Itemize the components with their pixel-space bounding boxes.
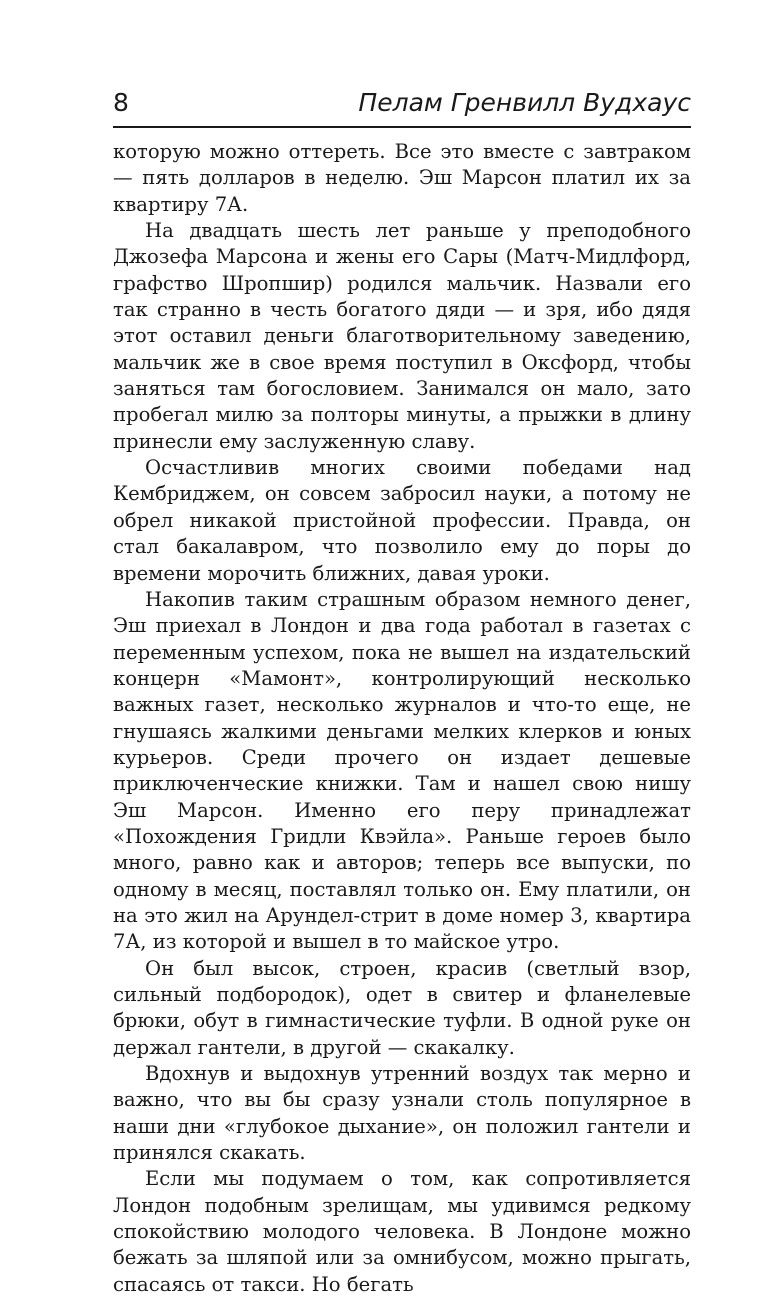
running-title: Пелам Гренвилл Вудхаус [358, 88, 691, 117]
page-number: 8 [113, 88, 129, 117]
paragraph: Вдохнув и выдохнув утренний воздух так мерно и важно, что вы бы сразу узнали столь популярное в наши дни «глубокое дыхание», он положил гантели и принялся скакать. [113, 1062, 691, 1165]
paragraph: На двадцать шесть лет раньше у преподобного Джозефа Марсона и жены его Сары (Матч-Мидлфорд, графство Шропшир) родился мальчик. Назвали его так странно в честь богатого дяди — и зря, ибо дядя этот оставил деньги благотворительному заведению, мальчик же в свое время поступил в Оксфорд, чтобы заняться там богословием. Занимался он мало, зато пробегал милю за полторы минуты, а прыжки в длину принесли ему заслуженную славу. [113, 219, 691, 453]
paragraph: Осчастливив многих своими победами над Кембриджем, он совсем забросил науки, а потому не обрел никакой пристойной профессии. Правда, он стал бакалавром, что позволило ему до поры до времени морочить ближних, давая уроки. [113, 456, 691, 585]
paragraph: Если мы подумаем о том, как сопротивляется Лондон подобным зрелищам, мы удивимся редкому спокойствию молодого человека. В Лондоне можно бежать за шляпой или за омнибусом, можно прыгать, спасаясь от такси. Но бегать [113, 1167, 691, 1296]
body-text [113, 139, 691, 1298]
running-header [113, 88, 691, 128]
paragraph: Он был высок, строен, красив (светлый взор, сильный подбородок), одет в свитер и фланелевые брюки, обут в гимнастические туфли. В одной руке он держал гантели, в другой — скакалку. [113, 956, 691, 1059]
paragraph: которую можно оттереть. Все это вместе с завтраком — пять долларов в неделю. Эш Марсон платил их за квартиру 7А. [113, 140, 691, 216]
paragraph: Накопив таким страшным образом немного денег, Эш приехал в Лондон и два года работал в газетах с переменным успехом, пока не вышел на издательский концерн «Мамонт», контролирующий несколько важных газет, несколько журналов и что-то еще, не гнушаясь жалкими деньгами мелких клерков и юных курьеров. Среди прочего он издает дешевые приключенческие книжки. Там и нашел свою нишу Эш Марсон. Именно его перу принадлежат «Похождения Гридли Квэйла». Раньше героев было много, равно как и авторов; теперь все выпуски, по одному в месяц, поставлял только он. Ему платили, он на это жил на Арундел-стрит в доме номер 3, квартира 7А, из которой и вышел в то майское утро. [113, 587, 691, 954]
book-page [113, 88, 691, 1298]
